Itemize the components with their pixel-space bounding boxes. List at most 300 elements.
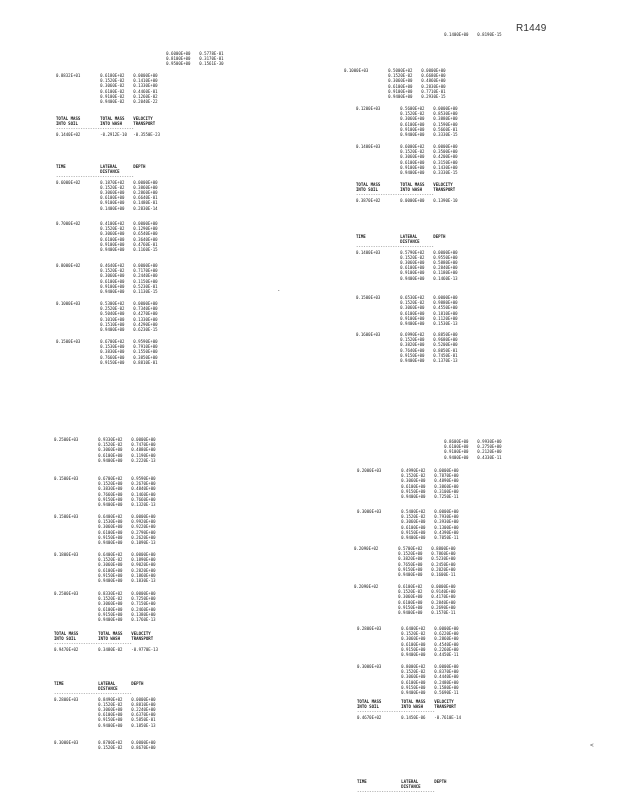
table-cell: 0.1000E+03 — [56, 302, 81, 307]
table-cell: 0.6100E+00 — [400, 122, 425, 128]
dash-rule: -------------------------------- — [56, 127, 134, 133]
table-cell: 0.9100E+00 — [400, 127, 425, 133]
table-cell: 0.4760E-01 — [133, 242, 158, 248]
table-cell: 0.3060E+00 — [401, 675, 426, 681]
data-block — [344, 69, 453, 100]
table-cell: 0.7640E+00 — [400, 348, 425, 354]
table-cell: 0.7250E-11 — [434, 494, 459, 500]
table-row — [56, 328, 165, 333]
table-cell: 0.5230E+00 — [431, 557, 456, 563]
table-cell: TOTAL MASS — [356, 183, 381, 188]
table-cell: 0.1520E-02 — [401, 515, 426, 521]
table-cell: -0.7610E-14 — [434, 715, 462, 721]
table-cell: 0.2260E+00 — [434, 647, 459, 653]
table-cell: 0.6000E+00 — [166, 52, 191, 57]
table-cell: 0.6100E+00 — [444, 445, 469, 451]
table-cell: 0.2090E+02 — [354, 547, 379, 552]
table-cell: 0.0000E+00 — [133, 180, 158, 186]
table-row — [54, 618, 163, 623]
table-cell: 0.9400E+00 — [98, 578, 123, 584]
table-cell: 0.9150E+00 — [98, 573, 123, 579]
table-cell: 0.1400E+03 — [356, 250, 381, 256]
table-cell: 0.3880E+00 — [433, 117, 458, 123]
table-cell: 0.2240E+00 — [131, 707, 156, 713]
table-cell: 0.4880E+00 — [131, 448, 156, 454]
table-cell: 0.1530E-13 — [433, 321, 458, 327]
table-cell: 0.2220E-13 — [131, 458, 156, 464]
table-cell: 0.9100E+00 — [400, 165, 425, 171]
table-cell: 0.9100E+00 — [444, 450, 469, 456]
table-cell: 0.8810E-01 — [133, 360, 158, 366]
table-cell: 0.4860E+00 — [421, 79, 446, 85]
table-row — [400, 456, 509, 461]
table-cell: -0.2912E-10 — [100, 132, 127, 138]
table-cell: 0.1520E-02 — [401, 474, 426, 480]
table-cell: 0.5778E-01 — [199, 52, 224, 57]
table-cell: 0.9470E+02 — [54, 647, 79, 653]
table-cell: 0.9400E+00 — [388, 94, 413, 100]
table-cell: 0.9150E+00 — [400, 353, 425, 359]
table-cell: 0.6100E+00 — [400, 160, 425, 166]
table-cell: 0.6100E+00 — [98, 607, 123, 613]
table-cell: 0.0000E+00 — [433, 145, 458, 150]
data-block — [356, 235, 465, 282]
table-cell: TOTAL MASS — [400, 183, 425, 188]
table-cell: INTO WASH — [401, 705, 424, 711]
table-cell: INTO WASH — [100, 122, 123, 128]
table-cell: 0.9400E+00 — [100, 247, 125, 253]
table-cell: 0.3060E+00 — [98, 525, 123, 531]
data-block — [56, 264, 165, 295]
table-cell: 0.3640E+00 — [133, 237, 158, 243]
table-cell: 0.1870E+02 — [100, 180, 125, 186]
table-cell: 0.1520E-02 — [388, 74, 413, 80]
table-cell: 0.7470E+00 — [131, 443, 156, 449]
table-cell: 0.6100E+00 — [98, 713, 123, 719]
table-cell: 0.3060E+00 — [398, 595, 423, 601]
table-cell: 0.2790E+00 — [131, 530, 156, 536]
table-cell: 0.9400E+00 — [398, 572, 423, 578]
table-cell: 0.6100E+00 — [401, 680, 426, 686]
dash-rule: -------------------------------- — [356, 193, 434, 199]
table-cell: 0.6220E+00 — [434, 632, 459, 638]
table-cell: 0.9400E+00 — [98, 502, 123, 508]
table-row — [54, 648, 163, 653]
dash-rule: -------------------------------- — [54, 692, 132, 698]
table-cell: 0.3860E+00 — [133, 185, 158, 191]
table-cell: 0.3060E+00 — [100, 232, 125, 238]
table-cell: TIME — [357, 780, 367, 785]
table-cell: 0.0000E+00 — [131, 592, 156, 597]
table-cell: 0.3060E+00 — [98, 707, 123, 713]
data-block — [357, 780, 466, 796]
table-row — [54, 541, 163, 546]
table-cell: 0.9400E+00 — [400, 170, 425, 176]
table-row — [356, 133, 465, 138]
table-cell: 0.9590E+00 — [133, 340, 158, 345]
table-cell: 0.2800E+03 — [357, 627, 382, 632]
table-cell: 0.7660E+00 — [98, 492, 123, 498]
table-cell: 0.6230E-15 — [133, 327, 158, 333]
table-cell: 0.9550E+00 — [433, 255, 458, 261]
table-cell: 0.1400E+00 — [444, 33, 469, 38]
table-cell: 0.0000E+00 — [131, 553, 156, 558]
table-cell: 0.1520E-02 — [400, 255, 425, 261]
table-cell: 0.4840E+00 — [131, 487, 156, 493]
table-cell: 0.9150E+00 — [98, 497, 123, 503]
table-cell: TRANSPORT — [434, 705, 457, 711]
data-block — [54, 632, 163, 653]
table-cell: 0.1810E+00 — [433, 311, 458, 317]
table-cell: 0.8050E-01 — [433, 348, 458, 354]
table-cell: 0.1590E+00 — [433, 122, 458, 128]
table-cell: 0.1500E+03 — [54, 515, 79, 520]
table-cell: 0.1330E+00 — [133, 84, 158, 90]
table-cell: 0.7000E+02 — [56, 222, 81, 227]
table-cell: 0.8370E+00 — [434, 670, 459, 676]
table-cell: 0.9400E-02 — [100, 99, 125, 105]
table-cell: 0.9400E+00 — [98, 617, 123, 623]
table-cell: 0.3060E+00 — [401, 520, 426, 526]
table-cell: 0.6100E-02 — [100, 89, 125, 95]
table-cell: 0.4890E+00 — [434, 479, 459, 485]
table-row — [356, 359, 465, 364]
table-cell: 0.3000E+03 — [357, 665, 382, 670]
table-cell: 0.3820E+00 — [398, 557, 423, 563]
table-cell: 0.4450E-11 — [434, 652, 459, 658]
table-cell: 0.2840E+00 — [433, 266, 458, 272]
table-cell: INTO SOIL — [56, 122, 78, 128]
table-cell: 0.1860E+00 — [131, 573, 156, 579]
table-cell: 0.5850E-01 — [131, 718, 156, 724]
table-cell: 0.6400E+02 — [98, 553, 123, 558]
table-cell: 0.9400E+00 — [400, 358, 425, 364]
table-cell: 0.0000E+00 — [131, 741, 156, 746]
table-cell: 0.6100E+00 — [388, 84, 413, 90]
table-cell: 0.9500E+00 — [166, 62, 191, 68]
table-cell: TRANSPORT — [133, 122, 156, 128]
table-cell: 0.2120E+00 — [477, 450, 502, 456]
table-cell: 0.0000E+00 — [434, 665, 459, 670]
table-cell: 0.9220E+00 — [131, 525, 156, 531]
page-id-label: R1449 — [516, 23, 547, 34]
table-cell: 0.9400E+00 — [401, 690, 426, 696]
table-cell: 0.1520E-02 — [398, 590, 423, 596]
table-cell: 0.5700E+02 — [398, 547, 423, 552]
table-cell: 0.9330E+02 — [98, 438, 123, 443]
table-cell: TIME — [54, 682, 64, 687]
data-block — [54, 682, 163, 729]
table-cell: 0.1150E+00 — [133, 279, 158, 285]
table-row — [344, 95, 453, 100]
table-cell: DISTANCE — [400, 240, 420, 246]
table-cell: 0.2040E-22 — [133, 99, 158, 105]
table-cell: TIME — [356, 235, 366, 240]
data-block — [357, 627, 466, 658]
dash-rule: -------------------------------- — [357, 710, 435, 716]
table-cell: 0.2830E+00 — [421, 84, 446, 90]
table-cell: 0.3000E+03 — [357, 510, 382, 515]
table-cell: 0.9400E+00 — [400, 276, 425, 282]
table-cell: 0.8700E+02 — [98, 741, 123, 746]
table-cell: 0.3060E+00 — [400, 117, 425, 123]
table-cell: 0.9150E+00 — [401, 489, 426, 495]
table-cell: 0.2860E+00 — [133, 190, 158, 196]
table-cell: 0.0000E+00 — [133, 222, 158, 227]
table-cell: 0.1520E-02 — [98, 558, 123, 564]
table-cell: 0.3850E+00 — [133, 355, 158, 361]
table-cell: 0.7340E+00 — [133, 307, 158, 313]
table-cell: TOTAL MASS — [54, 632, 79, 637]
table-cell: 0.5600E+02 — [400, 107, 425, 112]
table-cell: 0.4640E+02 — [100, 264, 125, 269]
table-cell: 0.2500E+03 — [54, 592, 79, 597]
table-cell: VELOCITY — [433, 183, 453, 188]
table-row — [354, 611, 463, 616]
table-cell: 0.2500E+03 — [54, 438, 79, 443]
table-cell: 0.8600E+00 — [444, 440, 469, 445]
table-cell: 0.7660E+00 — [131, 497, 156, 503]
table-cell: 0.6700E+02 — [100, 340, 125, 345]
data-block — [357, 469, 466, 500]
dash-rule: -------------------------------- — [356, 245, 434, 251]
table-cell: 0.4390E+00 — [434, 530, 459, 536]
table-cell: 0.5790E+02 — [400, 250, 425, 256]
table-cell: 0.9140E+00 — [431, 590, 456, 596]
table-cell: 0.3830E+00 — [98, 487, 123, 493]
data-block — [356, 107, 465, 138]
table-row — [354, 573, 463, 578]
table-cell: 0.1520E-02 — [98, 443, 123, 449]
table-cell: 0.1520E+00 — [400, 338, 425, 344]
table-cell: VELOCITY — [434, 700, 454, 705]
table-cell: 0.7710E-01 — [421, 89, 446, 95]
table-cell: 0.3060E+00 — [100, 274, 125, 280]
table-cell: 0.0000E+00 — [131, 697, 156, 703]
table-cell: 0.1520E-02 — [98, 746, 123, 752]
table-cell: 0.1380E+00 — [131, 612, 156, 618]
table-cell: 0.6100E+02 — [398, 585, 423, 590]
data-block — [356, 183, 465, 204]
table-cell: 0.9400E+00 — [100, 327, 125, 333]
table-cell: 0.6530E+02 — [400, 296, 425, 301]
table-cell: 0.7170E+00 — [133, 269, 158, 275]
table-cell: 0.1460E+00 — [131, 492, 156, 498]
table-cell: 0.4200E+00 — [433, 155, 458, 161]
table-row — [122, 62, 231, 67]
table-cell: 0.4670E+02 — [357, 715, 382, 721]
table-cell: 0.1600E+03 — [356, 333, 381, 338]
table-cell: 0.3060E-02 — [100, 84, 125, 90]
table-cell: 0.3500E+00 — [433, 150, 458, 156]
table-cell: 0.9150E+00 — [401, 530, 426, 536]
table-cell: 0.3150E+00 — [433, 160, 458, 166]
table-cell: 0.0000E+00 — [434, 627, 459, 632]
table-cell: INTO SOIL — [54, 637, 76, 643]
table-row — [54, 459, 163, 464]
table-cell: 0.2020E+00 — [431, 567, 456, 573]
table-cell: 0.4550E+00 — [433, 306, 458, 312]
table-cell: 0.3330E-15 — [433, 170, 458, 176]
table-cell: 0.1520E-02 — [100, 227, 125, 233]
table-cell: 0.6640E-01 — [133, 196, 158, 202]
table-cell: 0.2450E+00 — [431, 562, 456, 568]
table-cell: TOTAL MASS — [401, 700, 426, 705]
table-cell: 0.1120E+00 — [433, 316, 458, 322]
table-cell: 0.5880E+00 — [433, 260, 458, 266]
table-cell: 0.2000E+03 — [357, 469, 382, 474]
table-cell: 0.6100E+00 — [98, 453, 123, 459]
table-cell: 0.1160E-15 — [133, 247, 158, 253]
table-cell: 0.9150E+00 — [98, 612, 123, 618]
table-cell: 0.6100E+00 — [100, 279, 125, 285]
table-cell: 0.3060E+00 — [98, 448, 123, 454]
table-cell: 0.1520E-02 — [100, 269, 125, 275]
table-cell: 0.5000E+02 — [388, 69, 413, 74]
table-cell: 0.9400E+00 — [98, 540, 123, 546]
table-cell: 0.9880E+00 — [433, 301, 458, 307]
table-cell: DEPTH — [433, 235, 446, 240]
table-cell: 0.1760E-13 — [131, 617, 156, 623]
table-cell: LATERAL — [98, 682, 116, 687]
table-cell: 0.8530E+00 — [433, 112, 458, 118]
table-cell: 0.4540E+00 — [434, 642, 459, 648]
data-block — [356, 145, 465, 176]
table-cell: 0.9400E+00 — [401, 652, 426, 658]
table-cell: 0.6100E+00 — [401, 484, 426, 490]
table-cell: 0.3060E+00 — [98, 563, 123, 569]
table-cell: 0.8810E+00 — [131, 702, 156, 708]
scan-mark: . — [277, 286, 281, 293]
data-block — [54, 477, 163, 508]
table-cell: 0.3060E+00 — [400, 260, 425, 266]
table-row — [54, 579, 163, 584]
table-cell: 0.5300E+02 — [100, 302, 125, 307]
table-cell: 0.0000E+00 — [131, 515, 156, 520]
table-cell: 0.4990E+02 — [401, 469, 426, 474]
table-cell: 0.9150E+00 — [98, 535, 123, 541]
table-row — [357, 653, 466, 658]
table-cell: 0.9020E+00 — [131, 563, 156, 569]
table-cell: 0.2800E+03 — [54, 697, 79, 703]
table-cell: 0.1400E+00 — [100, 206, 125, 212]
table-cell: 0.8490E+02 — [98, 697, 123, 703]
table-row — [54, 724, 163, 729]
table-cell: TRANSPORT — [131, 637, 154, 643]
table-row — [56, 100, 165, 105]
table-cell: 0.3870E+02 — [356, 198, 381, 204]
table-cell: 0.8832E+01 — [56, 74, 81, 79]
table-cell: 0.0000E+00 — [433, 250, 458, 256]
table-cell: TOTAL MASS — [98, 632, 123, 637]
table-cell: 0.1520E-02 — [401, 670, 426, 676]
table-cell: 0.1410E+00 — [133, 79, 158, 85]
table-cell: 0.1440E+02 — [56, 132, 81, 138]
table-cell: INTO SOIL — [356, 188, 378, 194]
table-cell: 0.4170E+00 — [431, 595, 456, 601]
table-cell: 0.8000E+02 — [401, 665, 426, 670]
table-cell: 0.1520E-02 — [400, 301, 425, 307]
table-cell: 0.1580E+00 — [434, 685, 459, 691]
table-cell: 0.0000E+00 — [433, 296, 458, 301]
table-cell: 0.6100E+00 — [400, 266, 425, 272]
table-cell: 0.1520E-02 — [98, 597, 123, 603]
table-cell: 0.1320E-13 — [131, 502, 156, 508]
table-row — [56, 207, 165, 212]
table-cell: 0.1530E+00 — [100, 345, 125, 351]
table-cell: 0.9930E+00 — [477, 440, 502, 445]
table-cell: 0.3170E-01 — [199, 57, 224, 63]
table-cell: 0.9400E+00 — [98, 458, 123, 464]
table-cell: 0.5200E+00 — [433, 343, 458, 349]
table-cell: 0.0000E+00 — [431, 585, 456, 590]
data-block — [56, 165, 165, 212]
table-row — [357, 691, 466, 696]
table-cell: 0.0000E+00 — [133, 302, 158, 307]
table-cell: 0.8100E+00 — [166, 57, 191, 63]
table-cell: TOTAL MASS — [357, 700, 382, 705]
table-cell: 0.4270E+00 — [133, 312, 158, 318]
table-cell: 0.1600E-11 — [431, 572, 456, 578]
table-cell: 0.1520E-02 — [100, 79, 125, 85]
table-cell: 0.7860E+00 — [431, 552, 456, 558]
table-cell: 0.3060E+00 — [400, 155, 425, 161]
table-cell: 0.0000E+00 — [421, 69, 446, 74]
table-cell: 0.3060E+00 — [388, 79, 413, 85]
table-cell: 0.4330E-11 — [477, 455, 502, 461]
table-cell: 0.9920E+00 — [131, 520, 156, 526]
table-cell: 0.2820E+00 — [131, 568, 156, 574]
data-block — [357, 510, 466, 541]
table-cell: 0.3100E+00 — [434, 489, 459, 495]
table-cell: 0.2690E+00 — [431, 605, 456, 611]
table-cell: 0.7660E+00 — [100, 355, 125, 361]
data-block — [56, 222, 165, 253]
table-cell: 0.5230E-01 — [133, 284, 158, 290]
table-row — [356, 277, 465, 282]
table-cell: 0.9150E+00 — [401, 647, 426, 653]
table-cell: 0.9590E+00 — [131, 477, 156, 482]
table-cell: 0.3830E+00 — [100, 350, 125, 356]
table-cell: LATERAL — [401, 780, 419, 785]
table-cell: 0.1000E+03 — [344, 69, 369, 74]
table-cell: 0.9100E+00 — [100, 201, 125, 207]
table-row — [54, 503, 163, 508]
table-cell: 0.1520E-02 — [100, 185, 125, 191]
table-cell: 0.9400E+00 — [401, 494, 426, 500]
table-cell: 0.2750E+00 — [477, 445, 502, 451]
table-cell: 0.1890E+00 — [131, 558, 156, 564]
table-cell: 0.3060E+00 — [98, 602, 123, 608]
table-cell: VELOCITY — [131, 632, 151, 637]
table-cell: 0.2460E+00 — [131, 607, 156, 613]
table-cell: 0.1010E+00 — [100, 317, 125, 323]
table-cell: 0.1520E-02 — [400, 150, 425, 156]
table-cell: 0.6100E+00 — [98, 530, 123, 536]
table-cell: TOTAL MASS — [100, 117, 125, 122]
table-cell: 0.6400E+02 — [98, 515, 123, 520]
table-cell: 0.0000E+00 — [434, 469, 459, 474]
table-cell: DEPTH — [133, 165, 146, 170]
table-cell: 0.5690E-11 — [434, 690, 459, 696]
table-cell: 0.4440E+00 — [434, 675, 459, 681]
table-row — [356, 199, 465, 204]
table-cell: 0.2090E+02 — [354, 585, 379, 590]
table-row — [56, 248, 165, 253]
table-cell: 0.1290E+00 — [133, 227, 158, 233]
data-block — [56, 302, 165, 333]
table-cell: 0.1830E-13 — [131, 578, 156, 584]
